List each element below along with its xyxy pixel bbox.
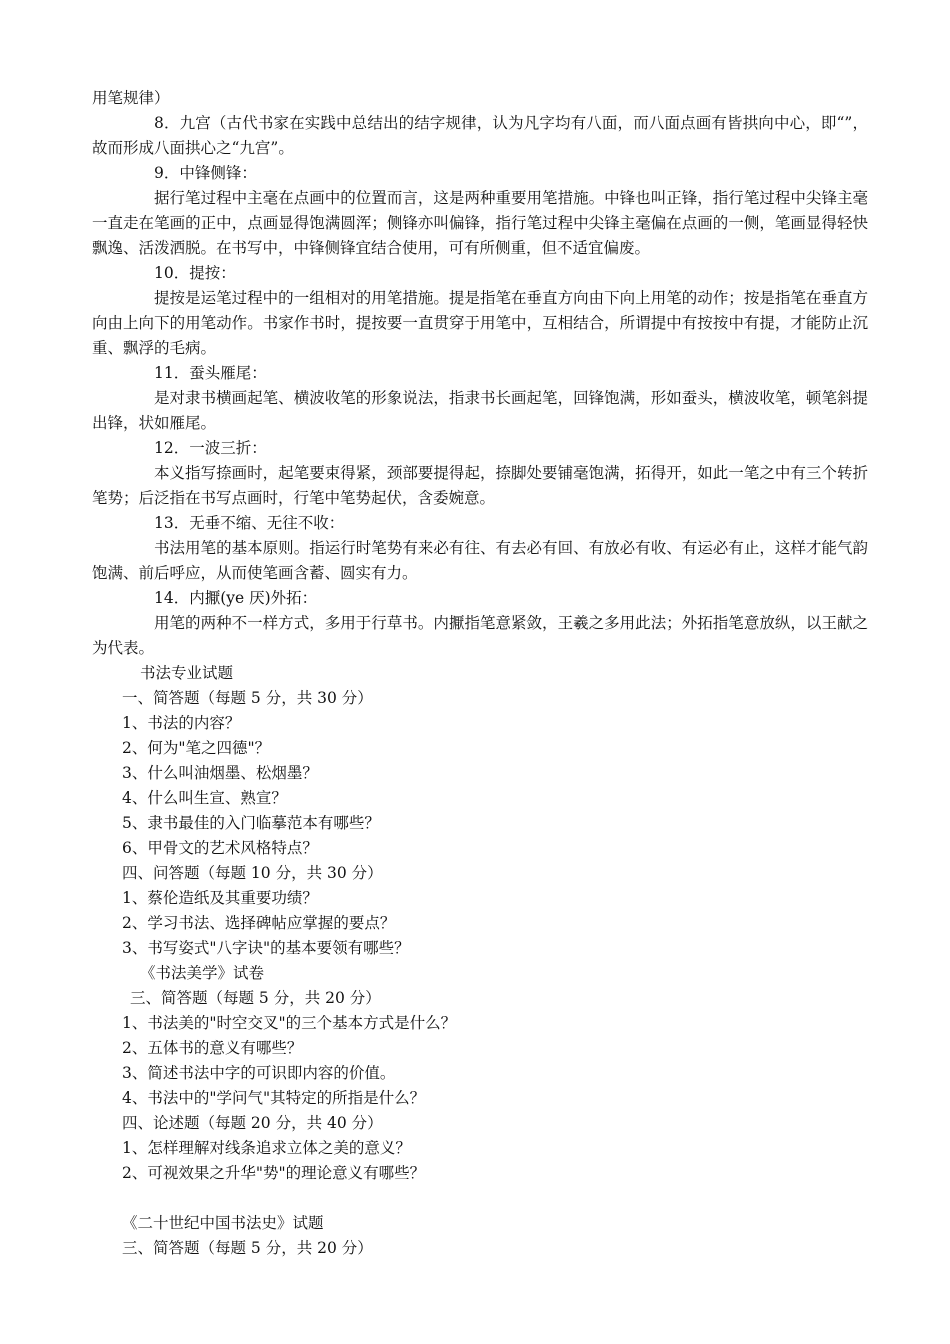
term-body-13: 书法用笔的基本原则。指运行时笔势有来必有往、有去必有回、有放必有收、有运必有止，这样才能气韵饱满、前后呼应，从而使笔画含蓄、圆实有力。 — [92, 539, 868, 582]
term-body-14: 用笔的两种不一样方式，多用于行草书。内擫指笔意紧敛，王羲之多用此法；外拓指笔意放纵，以王献之为代表。 — [92, 614, 868, 657]
term-body-11: 是对隶书横画起笔、横波收笔的形象说法，指隶书长画起笔，回锋饱满，形如蚕头，横波收笔，顿笔斜提出锋，状如雁尾。 — [92, 389, 868, 432]
term-heading-11: 11．蚕头雁尾： — [154, 364, 267, 382]
exam3-title: 《二十世纪中国书法史》试题 — [122, 1214, 324, 1232]
question-item: 3、什么叫油烟墨、松烟墨？ — [122, 764, 318, 782]
question-item: 1、书法的内容？ — [122, 714, 241, 732]
question-item: 2、可视效果之升华"势"的理论意义有哪些？ — [122, 1164, 426, 1182]
question-item: 6、甲骨文的艺术风格特点？ — [122, 839, 318, 857]
exam2-section2: 四、论述题（每题 20 分，共 40 分） — [122, 1114, 383, 1132]
term-heading-14: 14．内擫(ye 厌)外拓： — [154, 589, 318, 607]
question-item: 4、什么叫生宣、熟宣？ — [122, 789, 287, 807]
question-item: 1、书法美的"时空交叉"的三个基本方式是什么？ — [122, 1014, 457, 1032]
question-item: 2、何为"笔之四德"？ — [122, 739, 271, 757]
term-heading-8: 8．九宫（古代书家在实践中总结出的结字规律，认为凡字均有八面，而八面点画有皆拱向中心，即“”，故而形成八面拱心之“九宫”。 — [92, 114, 868, 157]
term-body-10: 提按是运笔过程中的一组相对的用笔措施。提是指笔在垂直方向由下向上用笔的动作；按是指笔在垂直方向由上向下的用笔动作。书家作书时，提按要一直贯穿于用笔中，互相结合，所谓提中有按按中有提，才能防止沉重、飘浮的毛病。 — [92, 289, 868, 357]
intro-tail: 用笔规律） — [92, 89, 170, 107]
blank-line — [92, 1186, 868, 1211]
question-item: 4、书法中的"学问气"其特定的所指是什么？ — [122, 1089, 426, 1107]
term-body-12: 本义指写捺画时，起笔要束得紧，颈部要提得起，捺脚处要铺毫饱满，拓得开，如此一笔之中有三个转折笔势；后泛指在书写点画时，行笔中笔势起伏，含委婉意。 — [92, 464, 868, 507]
exam1-section2: 四、问答题（每题 10 分，共 30 分） — [122, 864, 383, 882]
term-heading-10: 10．提按： — [154, 264, 236, 282]
question-item: 5、隶书最佳的入门临摹范本有哪些？ — [122, 814, 380, 832]
question-item: 1、蔡伦造纸及其重要功绩？ — [122, 889, 318, 907]
exam1-section1: 一、简答题（每题 5 分，共 30 分） — [122, 689, 373, 707]
question-item: 1、怎样理解对线条追求立体之美的意义？ — [122, 1139, 411, 1157]
exam1-title: 书法专业试题 — [140, 664, 234, 682]
term-heading-13: 13．无垂不缩、无往不收： — [154, 514, 345, 532]
exam2-title: 《书法美学》试卷 — [140, 964, 265, 982]
question-item: 3、简述书法中字的可识即内容的价值。 — [122, 1064, 396, 1082]
question-item: 2、学习书法、选择碑帖应掌握的要点？ — [122, 914, 396, 932]
term-body-9: 据行笔过程中主毫在点画中的位置而言，这是两种重要用笔措施。中锋也叫正锋，指行笔过程中尖锋主毫一直走在笔画的正中，点画显得饱满圆浑；侧锋亦叫偏锋，指行笔过程中尖锋主毫偏在点画的一侧，笔画显得轻快飘逸、活泼洒脱。在书写中，中锋侧锋宜结合使用，可有所侧重，但不适宜偏废。 — [92, 189, 868, 257]
question-item: 2、五体书的意义有哪些？ — [122, 1039, 303, 1057]
question-item: 3、书写姿式"八字诀"的基本要领有哪些？ — [122, 939, 410, 957]
document-page — [92, 86, 868, 1261]
exam2-section1: 三、简答题（每题 5 分，共 20 分） — [130, 989, 381, 1007]
term-heading-9: 9．中锋侧锋： — [154, 164, 257, 182]
exam3-section1: 三、简答题（每题 5 分，共 20 分） — [122, 1239, 373, 1257]
term-heading-12: 12．一波三折： — [154, 439, 267, 457]
